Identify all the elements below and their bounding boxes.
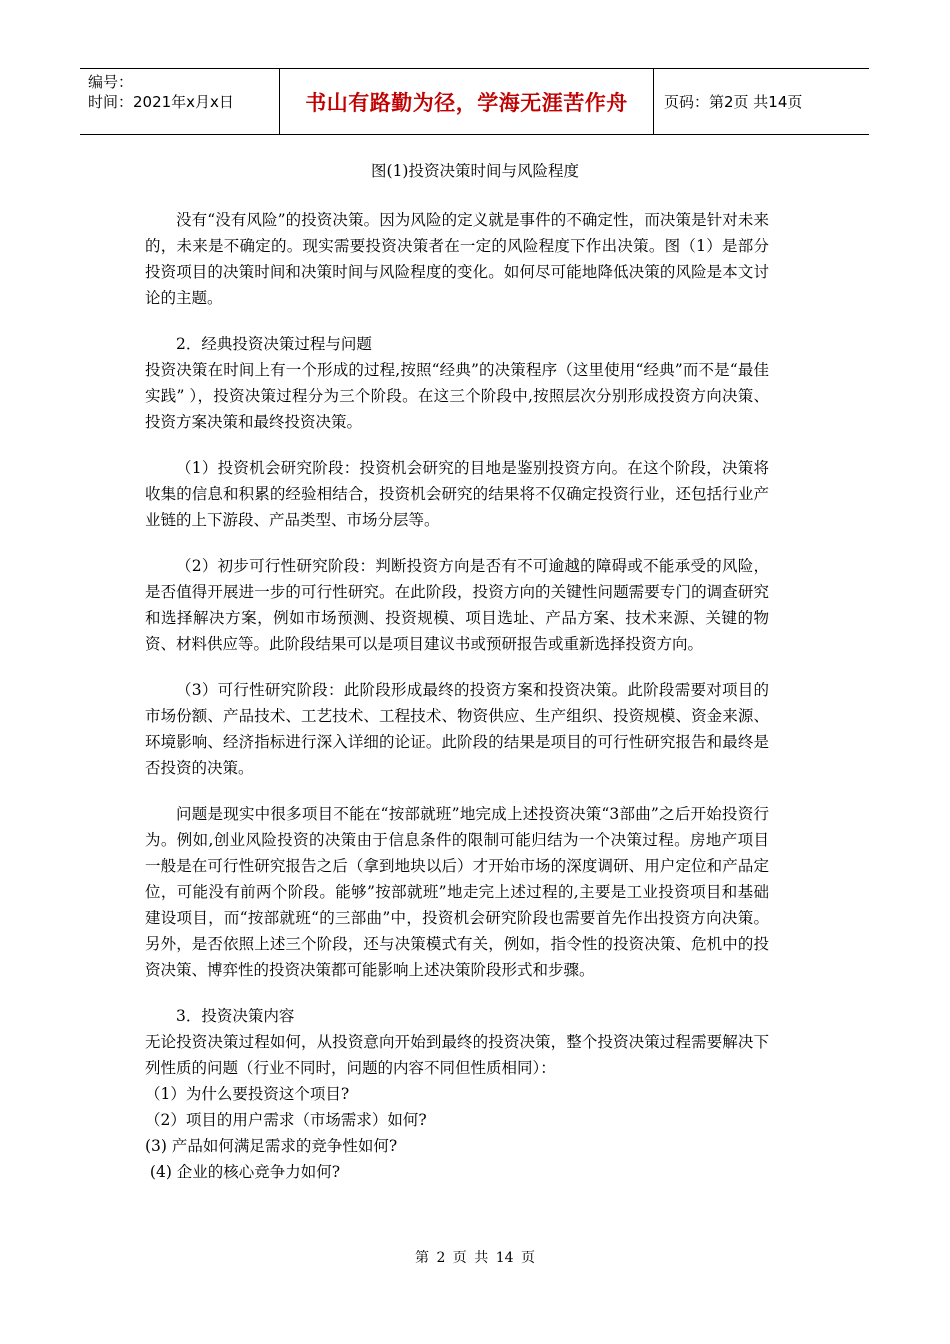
section-heading-2: 2．经典投资决策过程与问题	[176, 335, 372, 353]
paragraph-stage-2: （2）初步可行性研究阶段：判断投资方向是否有不可逾越的障碍或不能承受的风险，是否值得开展进一步的可行性研究。在此阶段，投资方向的关键性问题需要专门的调查研究和选择解决方案，例如市场预测、投资规模、项目选址、产品方案、技术来源、关键的物资、材料供应等。此阶段结果可以是项目建议书或预研报告或重新选择投资方向。	[145, 557, 769, 653]
question-4: (4) 企业的核心竞争力如何?	[145, 1163, 341, 1181]
paragraph-problems: 问题是现实中很多项目不能在“按部就班”地完成上述投资决策“3部曲”之后开始投资行为。例如,创业风险投资的决策由于信息条件的限制可能归结为一个决策过程。房地产项目一般是在可行性研究报告之后（拿到地块以后）才开始市场的深度调研、用户定位和产品定位，可能没有前两个阶段。能够”按部就班”地走完上述过程的,主要是工业投资项目和基础建设项目，而“按部就班“的三部曲”中，投资机会研究阶段也需要首先作出投资方向决策。另外，是否依照上述三个阶段，还与决策模式有关，例如，指令性的投资决策、危机中的投资决策、博弈性的投资决策都可能影响上述决策阶段形式和步骤。	[145, 805, 769, 979]
header-table	[80, 68, 869, 135]
document-body	[145, 207, 769, 1185]
header-page-info: 页码：第2页 共14页	[664, 93, 803, 111]
paragraph-stage-3: （3）可行性研究阶段：此阶段形成最终的投资方案和投资决策。此阶段需要对项目的市场份额、产品技术、工艺技术、工程技术、物资供应、生产组织、投资规模、资金来源、环境影响、经济指标进行深入详细的论证。此阶段的结果是项目的可行性研究报告和最终是否投资的决策。	[145, 681, 769, 777]
paragraph-risk: 没有“没有风险”的投资决策。因为风险的定义就是事件的不确定性，而决策是针对未来的，未来是不确定的。现实需要投资决策者在一定的风险程度下作出决策。图（1）是部分投资项目的决策时间和决策时间与风险程度的变化。如何尽可能地降低决策的风险是本文讨论的主题。	[145, 211, 769, 307]
paragraph-content: 无论投资决策过程如何，从投资意向开始到最终的投资决策，整个投资决策过程需要解决下列性质的问题（行业不同时，问题的内容不同但性质相同）：	[145, 1033, 769, 1077]
page-footer: 第 2 页 共 14 页	[415, 1250, 535, 1266]
header-motto: 书山有路勤为径，学海无涯苦作舟	[280, 69, 654, 134]
paragraph-process: 投资决策在时间上有一个形成的过程,按照“经典”的决策程序（这里使用“经典”而不是“最佳实践” ），投资决策过程分为三个阶段。在这三个阶段中,按照层次分别形成投资方向决策、投资方案决策和最终投资决策。	[145, 361, 769, 431]
header-meta	[80, 69, 280, 134]
question-3: (3) 产品如何满足需求的竞争性如何?	[145, 1137, 398, 1155]
paragraph-stage-1: （1）投资机会研究阶段：投资机会研究的目地是鉴别投资方向。在这个阶段，决策将收集的信息和积累的经验相结合，投资机会研究的结果将不仅确定投资行业，还包括行业产业链的上下游段、产品类型、市场分层等。	[145, 459, 769, 529]
figure-caption: 图(1)投资决策时间与风险程度	[371, 162, 579, 180]
time-label: 时间：2021年x月x日	[88, 93, 234, 111]
section-heading-3: 3．投资决策内容	[176, 1007, 295, 1025]
code-label: 编号：	[88, 73, 134, 91]
question-2: （2）项目的用户需求（市场需求）如何?	[145, 1111, 427, 1129]
question-1: （1）为什么要投资这个项目?	[145, 1085, 350, 1103]
